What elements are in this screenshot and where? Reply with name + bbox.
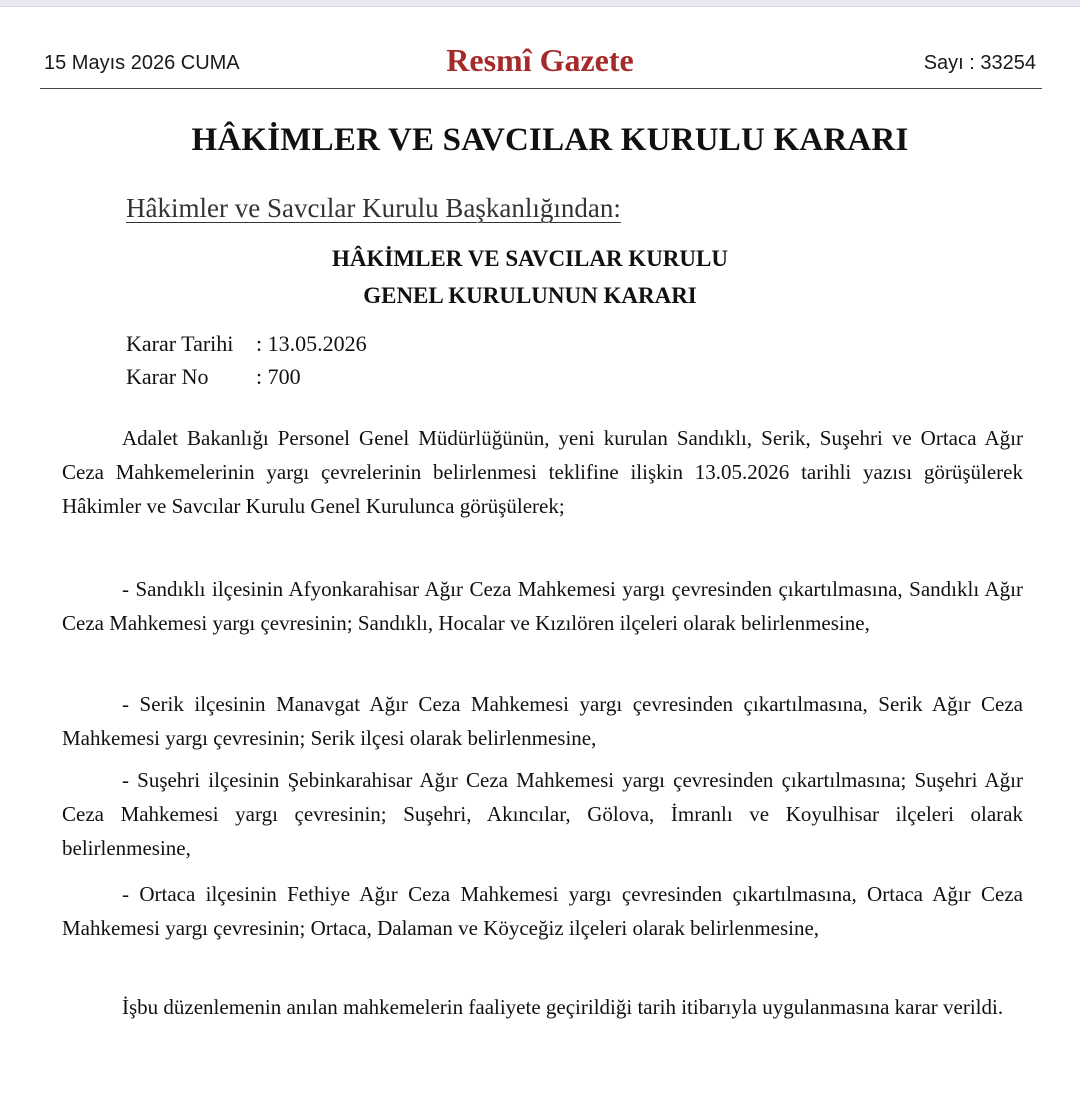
intro-paragraph: Adalet Bakanlığı Personel Genel Müdürlüğünün, yeni kurulan Sandıklı, Serik, Suşehri ve Ortaca Ağır Ceza Mahkemelerinin yargı çevrelerinin belirlenmesi teklifine ilişkin 13.05.2026 tarihli yazısı görüşülerek Hâkimler ve Savcılar Kurulu Genel Kurulunca görüşülerek;: [62, 426, 1023, 518]
subtitle-line-2: GENEL KURULUNUN KARARI: [363, 283, 697, 308]
decision-number-label: Karar No: [126, 364, 209, 389]
masthead: [40, 40, 1040, 88]
document-title: HÂKİMLER VE SAVCILAR KURULU KARARI: [191, 122, 909, 158]
decision-number-value: : 700: [256, 364, 301, 389]
decision-date-value: : 13.05.2026: [256, 331, 367, 356]
conclusion-paragraph: İşbu düzenlemenin anılan mahkemelerin faaliyete geçirildiği tarih itibarıyla uygulanmasına karar verildi.: [122, 995, 1004, 1019]
issuing-authority: Hâkimler ve Savcılar Kurulu Başkanlığından:: [126, 193, 621, 223]
issue-date: 15 Mayıs 2026 CUMA: [44, 52, 240, 74]
subtitle-line-1: HÂKİMLER VE SAVCILAR KURULU: [332, 246, 728, 271]
top-strip: [0, 0, 1080, 7]
issue-number: Sayı : 33254: [923, 52, 1036, 74]
decision-date: [126, 331, 367, 357]
decision-number: [126, 364, 301, 390]
list-item-susehri: - Suşehri ilçesinin Şebinkarahisar Ağır Ceza Mahkemesi yargı çevresinden çıkartılmasına; Suşehri Ağır Ceza Mahkemesi yargı çevresinin; Suşehri, Akıncılar, Gölova, İmranlı ve Koyulhisar ilçeleri olarak belirlenmesine,: [62, 768, 1023, 860]
list-item-sandikli: - Sandıklı ilçesinin Afyonkarahisar Ağır Ceza Mahkemesi yargı çevresinden çıkartılmasına, Sandıklı Ağır Ceza Mahkemesi yargı çevresinin; Sandıklı, Hocalar ve Kızılören ilçeleri olarak belirlenmesine,: [62, 577, 1023, 635]
decision-date-label: Karar Tarihi: [126, 331, 234, 356]
header-divider: [40, 88, 1042, 89]
list-item-serik: - Serik ilçesinin Manavgat Ağır Ceza Mahkemesi yargı çevresinden çıkartılmasına, Serik Ağır Ceza Mahkemesi yargı çevresinin; Serik ilçesi olarak belirlenmesine,: [62, 692, 1023, 750]
gazette-logo: Resmî Gazete: [446, 42, 634, 78]
list-item-ortaca: - Ortaca ilçesinin Fethiye Ağır Ceza Mahkemesi yargı çevresinden çıkartılmasına, Ortaca Ağır Ceza Mahkemesi yargı çevresinin; Ortaca, Dalaman ve Köyceğiz ilçeleri olarak belirlenmesine,: [62, 882, 1023, 940]
